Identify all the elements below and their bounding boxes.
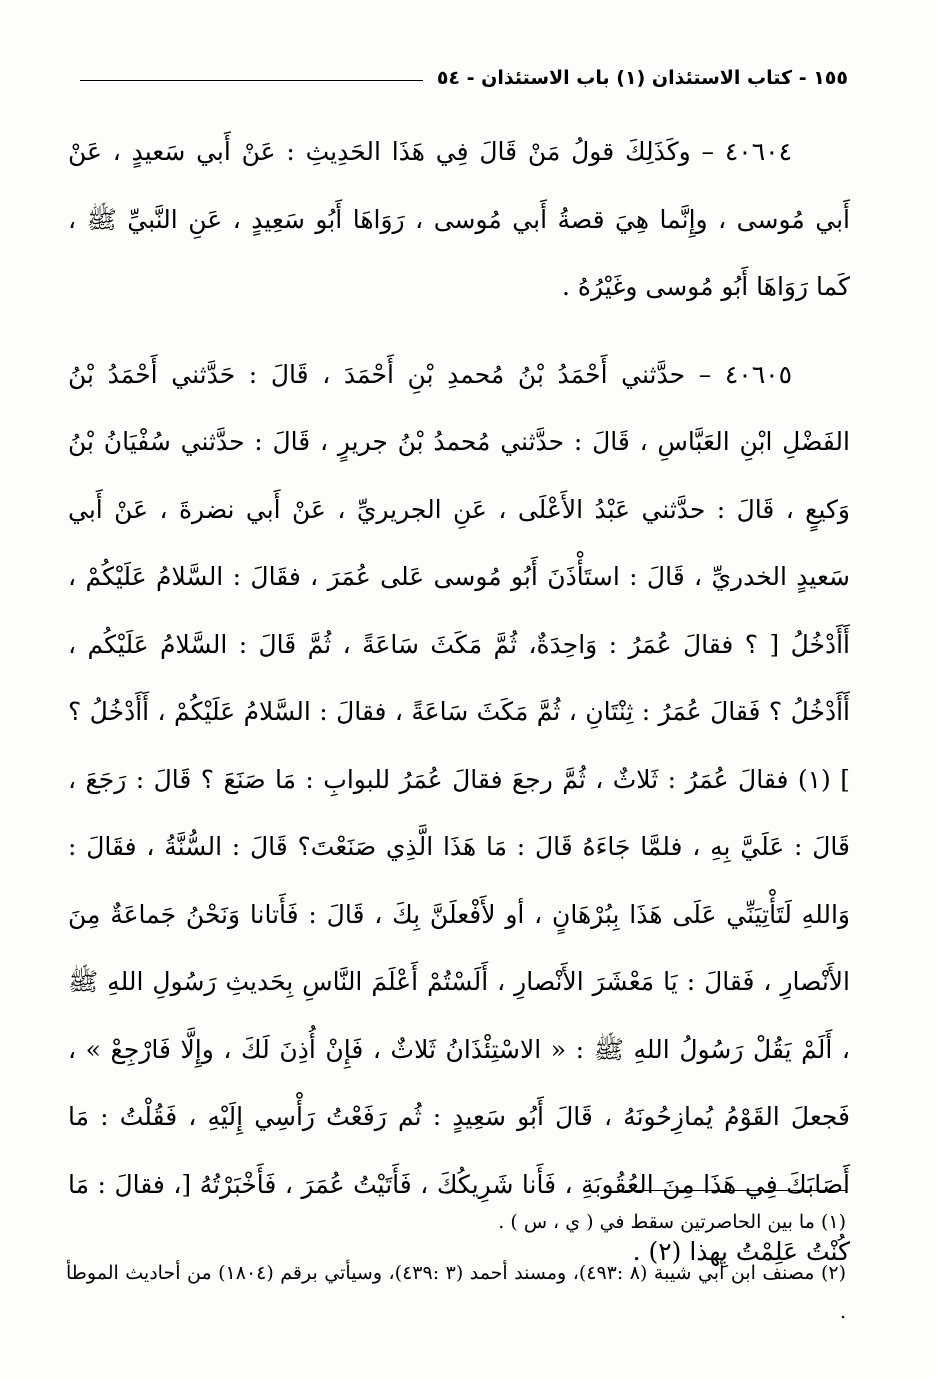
hadith-number: ٤٠٦٠٥ [724,359,792,389]
main-text [68,118,850,1286]
header-rule [80,80,423,81]
hadith-text: – وكَذَلِكَ قولُ مَنْ قَالَ فِي هَذَا الحَدِيثِ : عَنْ أَبي سَعيدٍ ، عَنْ أَبي مُوسى ، وإِنَّما هِيَ قصةُ أَبي مُوسى ، رَوَاهَا أَبُو سَعِيدٍ ، عَنِ النَّبيِّ ﷺ ، كَما رَوَاهَا أَبُو مُوسى وغَيْرُهُ . [68,137,850,301]
footnotes [66,1203,846,1332]
hadith-number: ٤٠٦٠٤ [724,137,793,166]
header-title: ١٥٥ - كتاب الاستئذان (١) باب الاستئذان - ٥٤ [436,67,848,89]
hadith-paragraph [68,341,850,1286]
hadith-text: – حدَّثني أَحْمَدُ بْنُ مُحمدِ بْنِ أَحْمَدَ ، قَالَ : حَدَّثني أَحْمَدُ بْنُ الفَضْلِ ابْنِ العَبَّاسِ ، قَالَ : حدَّثني مُحمدُ بْنُ جريرٍ ، قَالَ : حدَّثني سُفْيَانُ بْنُ وَكيعٍ ، قَالَ : حدَّثني عَبْدُ الأَعْلَى ، عَنِ الجريريِّ ، عَنْ أَبي نضرةَ ، عَنْ أَبي سَعيدٍ الخدريِّ ، قَالَ : استَأْذَنَ أَبُو مُوسى عَلى عُمَرَ ، فقَالَ : السَّلامُ عَلَيْكُمْ ، أَأَدْخُلُ [ ؟ فقالَ عُمَرُ : وَاحِدَةٌ، ثُمَّ مَكَثَ سَاعَةً ، ثُمَّ قَالَ : السَّلامُ عَلَيْكُم ، أَأَدْخُلُ ؟ فَقالَ عُمَرُ : ثِنْتَانِ ، ثُمَّ مَكَثَ سَاعَةً ، فقالَ : السَّلامُ عَلَيْكُمْ ، أَأَدْخُلُ ؟ ] (١) فقالَ عُمَرُ : ثَلاثٌ ، ثُمَّ رجعَ فقالَ عُمَرُ للبوابِ : مَا صَنَعَ ؟ قَالَ : رَجَعَ ، قَالَ : عَلَيَّ بِهِ ، فلمَّا جَاءَهُ قَالَ : مَا هَذَا الَّذِي صَنَعْتَ؟ قَالَ : السُّنَّةُ ، فقَالَ : وَاللهِ لَتَأْتِيَنِّي عَلَى هَذَا بِبُرْهَانٍ ، أو لأَفْعلَنَّ بِكَ ، قَالَ : فَأَتانا وَنَحْنُ جَماعَةٌ مِنَ الأَنْصارِ ، فَقالَ : يَا مَعْشَرَ الأَنْصارِ ، أَلَسْتُمْ أَعْلَمَ النَّاسِ بِحَديثِ رَسُولِ اللهِ ﷺ ، أَلَمْ يَقُلْ رَسُولُ اللهِ ﷺ : « الاسْتِئْذَانُ ثَلاثٌ ، فَإِنْ أُذِنَ لَكَ ، وإِلَّا فَارْجِعْ » ، فَجعلَ القَوْمُ يُمازِحُونَهُ ، قَالَ أَبُو سَعِيدٍ : ثُم رَفَعْتُ رَأْسِي إِلَيْهِ ، فَقُلْتُ : مَا أَصَابَكَ فِي هَذَا مِنَ العُقُوبَةِ ، فَأَنا شَرِيكُكَ ، فَأَتَيْتُ عُمَرَ ، فَأَخْبَرْتُهُ [، فقالَ : مَا كُنْتُ عَلِمْتُ بِهذا (٢) . [68,359,850,1266]
footnote: (٢) مصنف ابن أبي شيبة (٨ :٤٩٣)، ومسند أحمد (٣ :٤٣٩)، وسيأتي برقم (١٨٠٤) من أحاديث الموطأ . [66,1262,846,1323]
hadith-paragraph [68,118,850,321]
footnote: (١) ما بين الحاصرتين سقط في ( ي ، س ) . [498,1211,846,1233]
running-header [80,58,848,98]
footnote-separator [625,1190,847,1191]
